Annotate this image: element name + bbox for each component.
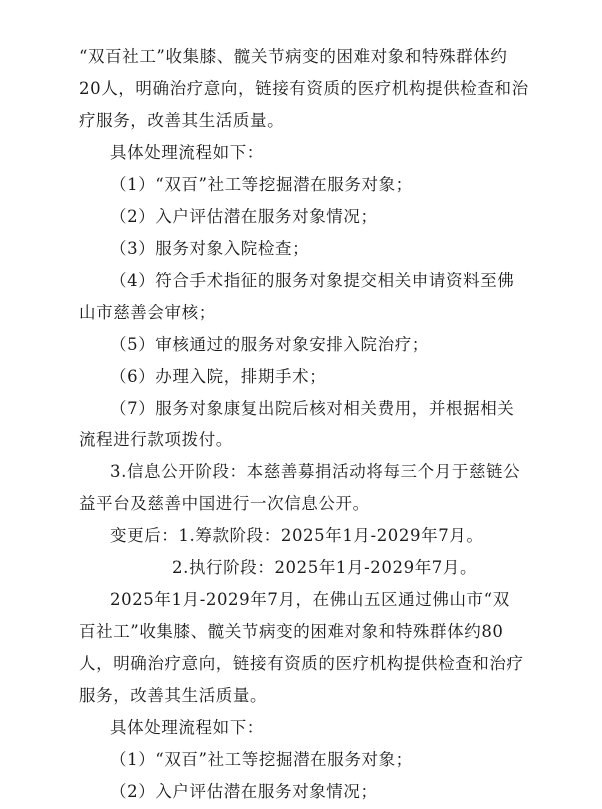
list-item: （7）服务对象康复出院后核对相关费用，并根据相关 xyxy=(110,399,515,418)
text-line: 20人，明确治疗意向，链接有资质的医疗机构提供检查和治 xyxy=(79,79,529,98)
text-line: 流程进行款项拨付。 xyxy=(79,430,233,449)
text-line: 变更后：1.筹款阶段：2025年1月-2029年7月。 xyxy=(110,526,484,545)
list-item: （6）办理入院，排期手术； xyxy=(110,367,327,386)
text-line: “双百社工”收集膝、髋关节病变的困难对象和特殊群体约 xyxy=(79,47,508,66)
text-line: 山市慈善会审核； xyxy=(79,303,216,322)
text-line: 3.信息公开阶段：本慈善募捐活动将每三个月于慈链公 xyxy=(110,462,521,481)
text-line: 疗服务，改善其生活质量。 xyxy=(79,111,285,130)
list-item: （2）入户评估潜在服务对象情况； xyxy=(110,782,378,801)
list-item: （3）服务对象入院检查； xyxy=(110,239,310,258)
text-line: 服务，改善其生活质量。 xyxy=(79,686,268,705)
text-line: 具体处理流程如下： xyxy=(110,143,264,162)
text-line: 2025年1月-2029年7月，在佛山五区通过佛山市“双 xyxy=(110,590,510,609)
text-line: 2.执行阶段：2025年1月-2029年7月。 xyxy=(172,558,478,577)
list-item: （1）“双百”社工等挖掘潜在服务对象； xyxy=(110,750,413,769)
text-line: 百社工”收集膝、髋关节病变的困难对象和特殊群体约80 xyxy=(79,622,504,641)
text-line: 人，明确治疗意向，链接有资质的医疗机构提供检查和治疗 xyxy=(79,654,524,673)
list-item: （5）审核通过的服务对象安排入院治疗； xyxy=(110,335,429,354)
list-item: （4）符合手术指征的服务对象提交相关申请资料至佛 xyxy=(110,271,515,290)
text-line: 益平台及慈善中国进行一次信息公开。 xyxy=(79,494,370,513)
list-item: （1）“双百”社工等挖掘潜在服务对象； xyxy=(110,175,413,194)
text-line: 具体处理流程如下： xyxy=(110,718,264,737)
list-item: （2）入户评估潜在服务对象情况； xyxy=(110,207,378,226)
